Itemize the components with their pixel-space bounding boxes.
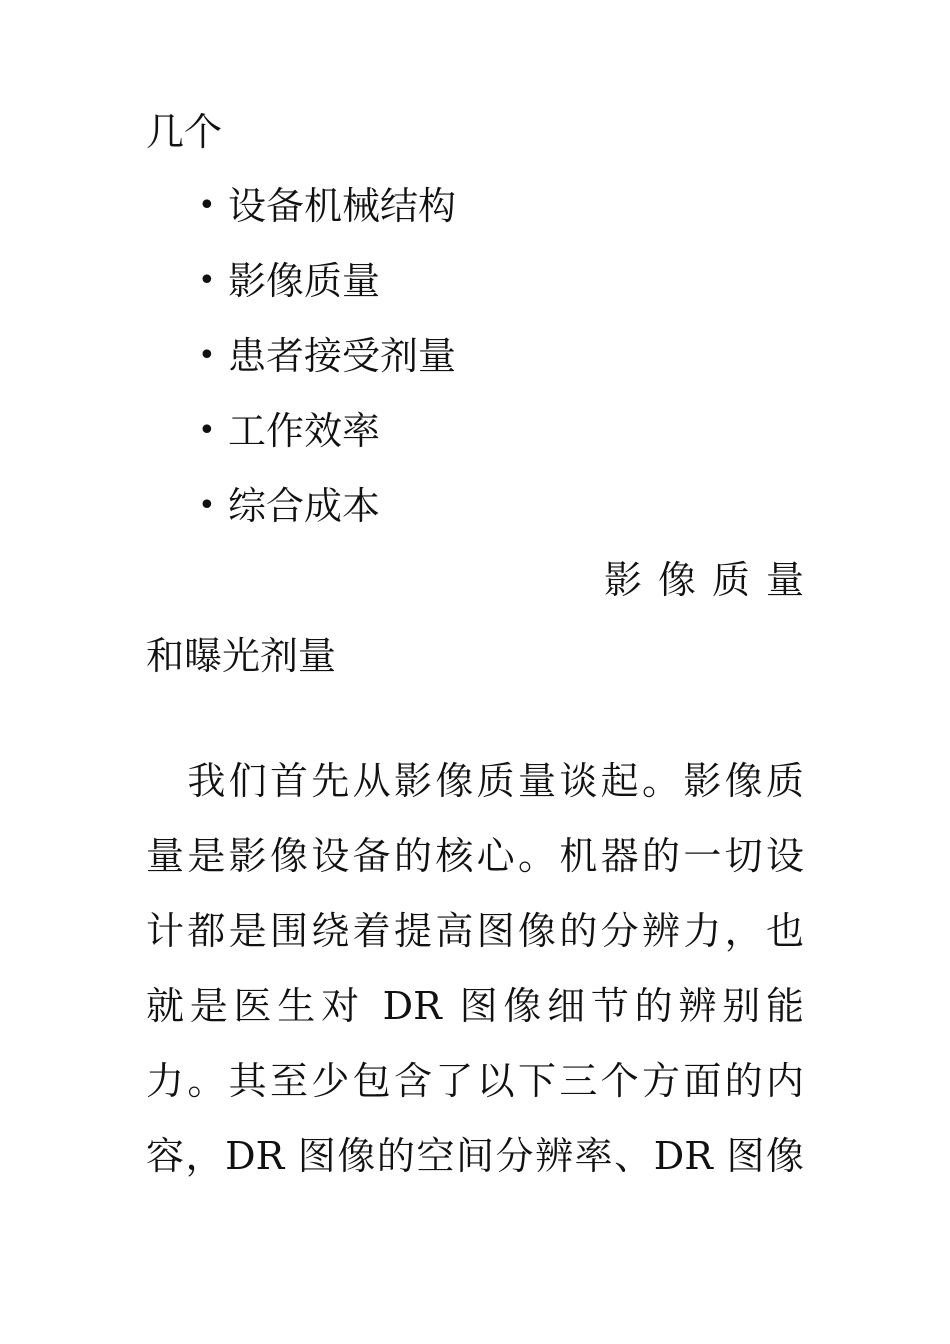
paragraph-line: 容，DR 图像的空间分辨率、DR 图像 [146,1134,804,1178]
paragraph-line: 我们首先从影像质量谈起。影像质 [146,759,804,803]
intro-text: 几个 [146,110,223,154]
section-heading: 影像质量 [603,558,820,602]
list-item-label: 影像质量 [228,259,381,303]
bullet-icon: • [198,263,216,298]
bullet-icon: • [198,488,216,523]
paragraph-line: 计都是围绕着提高图像的分辨力，也 [146,909,804,953]
list-item-label: 设备机械结构 [228,184,457,228]
bullet-icon: • [198,188,216,223]
list-item [198,407,456,482]
list-item-label: 工作效率 [228,409,381,453]
list-item-label: 患者接受剂量 [228,334,457,378]
factor-list [198,182,456,557]
paragraph-line: 就是医生对 DR 图像细节的辨别能 [146,984,804,1028]
section-heading-continued: 和曝光剂量 [146,634,337,678]
list-item [198,332,456,407]
list-item [198,482,456,557]
paragraph-line: 力。其至少包含了以下三个方面的内 [146,1059,804,1103]
bullet-icon: • [198,413,216,448]
list-item [198,257,456,332]
list-item-label: 综合成本 [228,484,381,528]
paragraph-line: 量是影像设备的核心。机器的一切设 [146,834,804,878]
list-item [198,182,456,257]
bullet-icon: • [198,338,216,373]
